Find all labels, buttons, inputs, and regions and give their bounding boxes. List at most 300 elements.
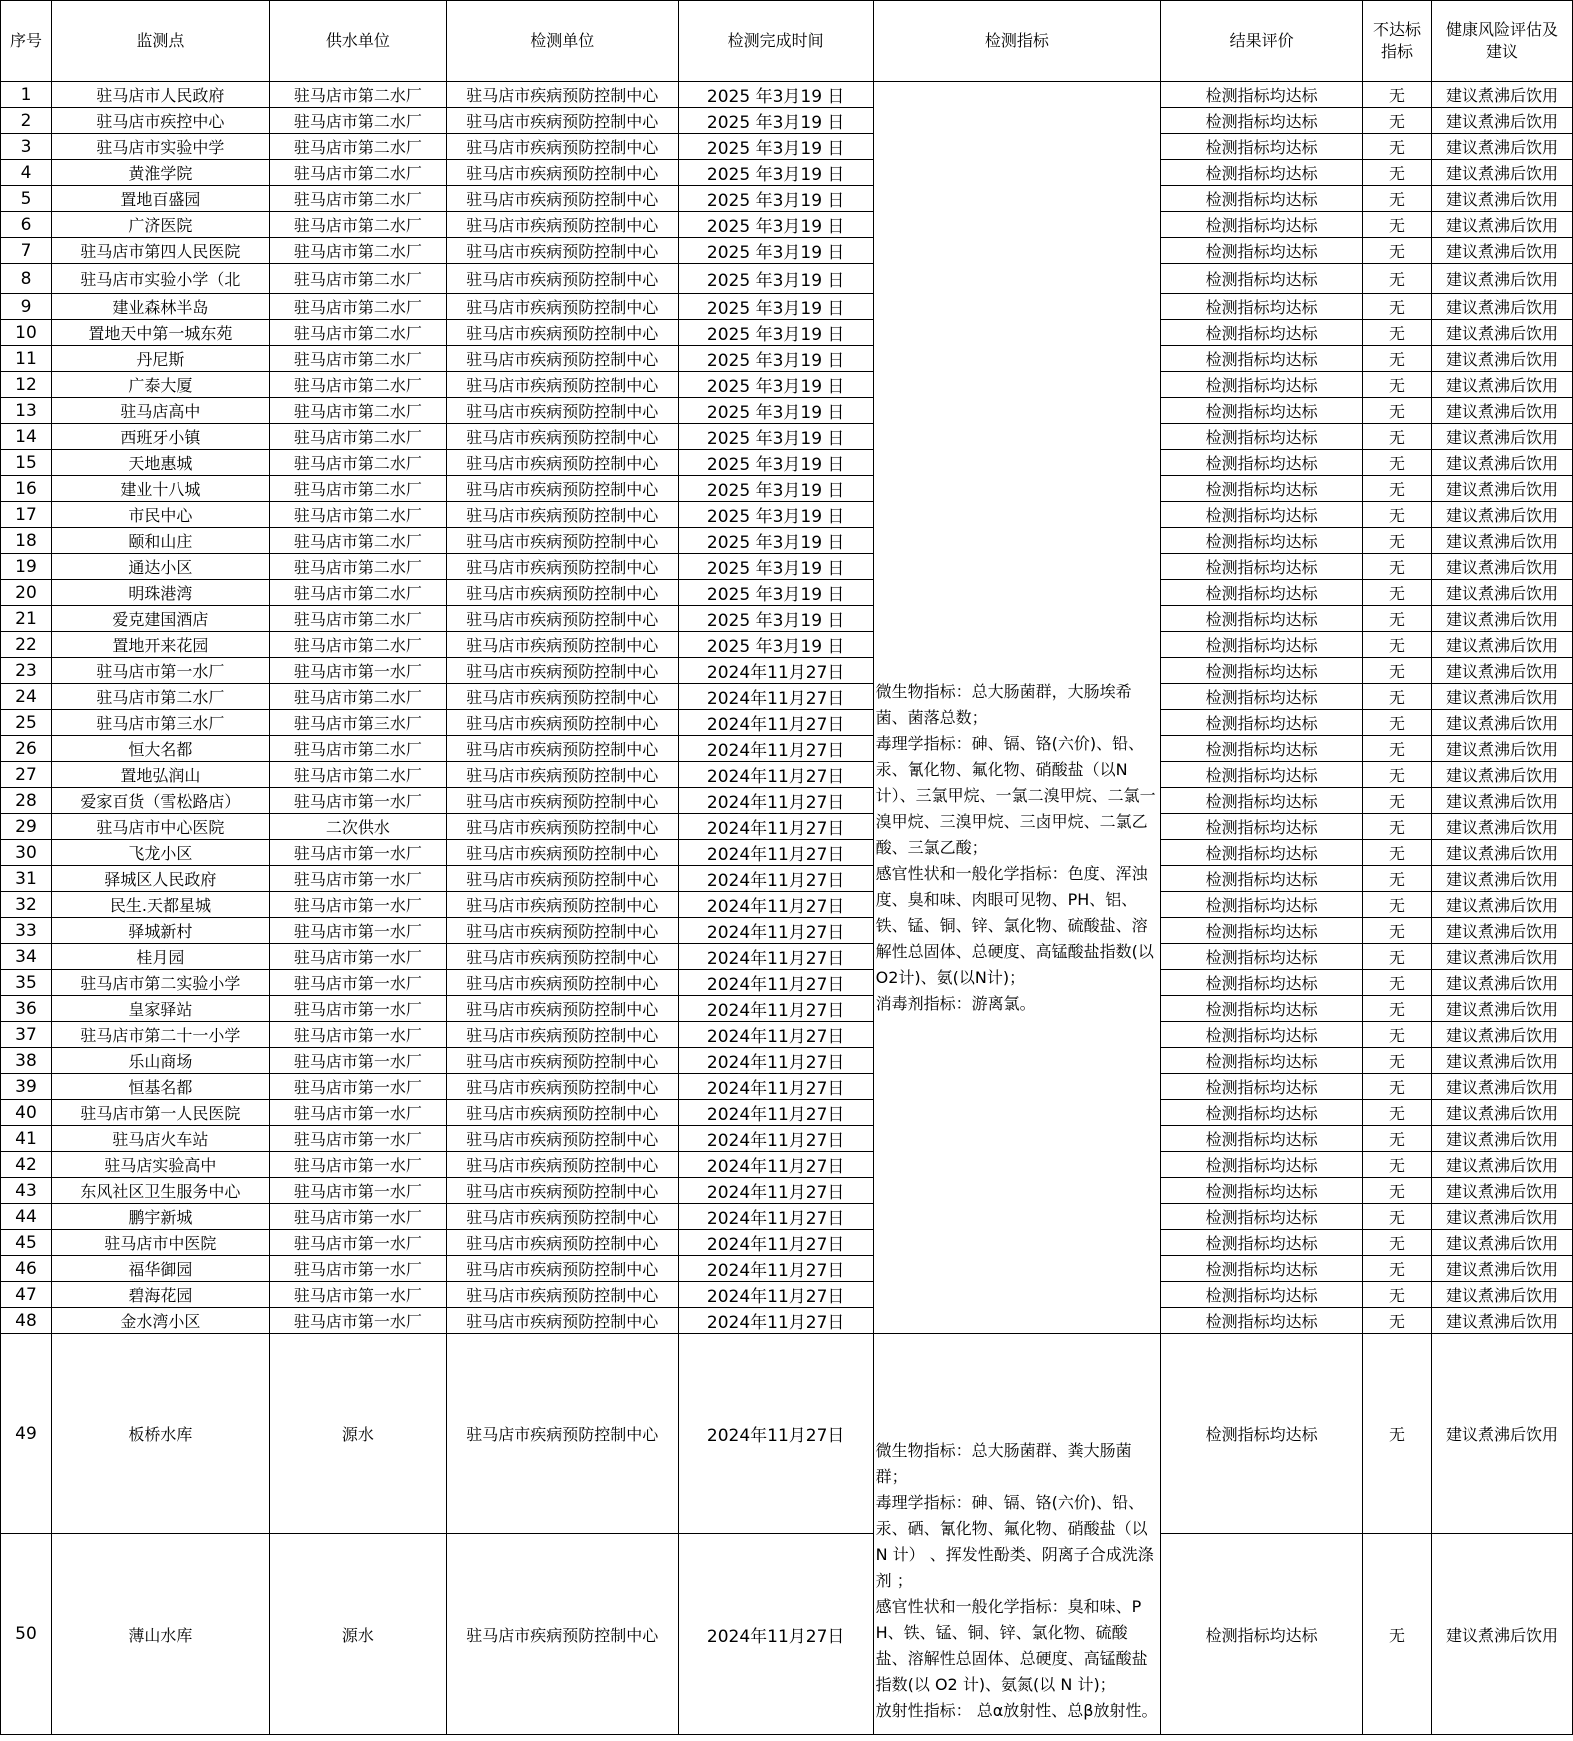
row-water-supplier: 驻马店市第一水厂 (269, 1230, 446, 1256)
row-index: 13 (1, 398, 52, 424)
row-index: 23 (1, 658, 52, 684)
row-water-supplier: 驻马店市第一水厂 (269, 1256, 446, 1282)
row-monitoring-point: 西班牙小镇 (51, 424, 269, 450)
row-completion-time: 2024年11月27日 (678, 1048, 873, 1074)
table-row (1, 82, 1573, 108)
row-water-supplier: 驻马店市第一水厂 (269, 970, 446, 996)
row-water-supplier: 驻马店市第二水厂 (269, 186, 446, 212)
row-result: 检测指标均达标 (1161, 1074, 1363, 1100)
row-water-supplier: 驻马店市第一水厂 (269, 866, 446, 892)
row-monitoring-point: 板桥水库 (51, 1334, 269, 1534)
table-row (1, 1534, 1573, 1735)
row-failed-indicators: 无 (1363, 580, 1432, 606)
row-index: 22 (1, 632, 52, 658)
row-failed-indicators: 无 (1363, 346, 1432, 372)
row-index: 6 (1, 212, 52, 238)
row-failed-indicators: 无 (1363, 264, 1432, 294)
row-monitoring-point: 恒基名都 (51, 1074, 269, 1100)
row-result: 检测指标均达标 (1161, 1048, 1363, 1074)
row-testing-unit: 驻马店市疾病预防控制中心 (446, 450, 678, 476)
row-result: 检测指标均达标 (1161, 1204, 1363, 1230)
indicators-cell (873, 82, 1161, 1334)
row-result: 检测指标均达标 (1161, 528, 1363, 554)
row-completion-time: 2025 年3月19 日 (678, 554, 873, 580)
row-health-advice: 建议煮沸后饮用 (1431, 1074, 1572, 1100)
table-row (1, 970, 1573, 996)
row-failed-indicators: 无 (1363, 1126, 1432, 1152)
table-row (1, 294, 1573, 320)
row-water-supplier: 驻马店市第一水厂 (269, 1308, 446, 1334)
row-health-advice: 建议煮沸后饮用 (1431, 1204, 1572, 1230)
row-testing-unit: 驻马店市疾病预防控制中心 (446, 658, 678, 684)
row-monitoring-point: 置地弘润山 (51, 762, 269, 788)
row-water-supplier: 驻马店市第二水厂 (269, 82, 446, 108)
row-completion-time: 2024年11月27日 (678, 1204, 873, 1230)
row-result: 检测指标均达标 (1161, 238, 1363, 264)
row-failed-indicators: 无 (1363, 788, 1432, 814)
row-failed-indicators: 无 (1363, 294, 1432, 320)
row-monitoring-point: 驻马店市实验中学 (51, 134, 269, 160)
row-result: 检测指标均达标 (1161, 736, 1363, 762)
row-water-supplier: 驻马店市第二水厂 (269, 264, 446, 294)
row-result: 检测指标均达标 (1161, 186, 1363, 212)
header-failed-indicators: 不达标指标 (1363, 1, 1432, 82)
row-monitoring-point: 恒大名都 (51, 736, 269, 762)
row-failed-indicators: 无 (1363, 476, 1432, 502)
row-failed-indicators: 无 (1363, 1256, 1432, 1282)
row-water-supplier: 驻马店市第二水厂 (269, 212, 446, 238)
row-index: 47 (1, 1282, 52, 1308)
row-testing-unit: 驻马店市疾病预防控制中心 (446, 1256, 678, 1282)
row-testing-unit: 驻马店市疾病预防控制中心 (446, 554, 678, 580)
row-result: 检测指标均达标 (1161, 346, 1363, 372)
row-result: 检测指标均达标 (1161, 866, 1363, 892)
indicators-cell (873, 1334, 1161, 1735)
row-completion-time: 2024年11月27日 (678, 814, 873, 840)
row-completion-time: 2025 年3月19 日 (678, 108, 873, 134)
row-testing-unit: 驻马店市疾病预防控制中心 (446, 788, 678, 814)
row-failed-indicators: 无 (1363, 1022, 1432, 1048)
row-completion-time: 2024年11月27日 (678, 762, 873, 788)
row-completion-time: 2024年11月27日 (678, 788, 873, 814)
row-water-supplier: 驻马店市第二水厂 (269, 502, 446, 528)
row-failed-indicators: 无 (1363, 1334, 1432, 1534)
row-testing-unit: 驻马店市疾病预防控制中心 (446, 186, 678, 212)
row-monitoring-point: 爱家百货（雪松路店） (51, 788, 269, 814)
row-testing-unit: 驻马店市疾病预防控制中心 (446, 424, 678, 450)
row-health-advice: 建议煮沸后饮用 (1431, 1126, 1572, 1152)
row-health-advice: 建议煮沸后饮用 (1431, 710, 1572, 736)
row-testing-unit: 驻马店市疾病预防控制中心 (446, 398, 678, 424)
row-failed-indicators: 无 (1363, 1204, 1432, 1230)
row-water-supplier: 驻马店市第二水厂 (269, 632, 446, 658)
row-result: 检测指标均达标 (1161, 580, 1363, 606)
row-water-supplier: 驻马店市第二水厂 (269, 528, 446, 554)
row-failed-indicators: 无 (1363, 320, 1432, 346)
row-water-supplier: 驻马店市第一水厂 (269, 892, 446, 918)
row-health-advice: 建议煮沸后饮用 (1431, 580, 1572, 606)
row-index: 1 (1, 82, 52, 108)
row-health-advice: 建议煮沸后饮用 (1431, 1282, 1572, 1308)
row-completion-time: 2025 年3月19 日 (678, 264, 873, 294)
row-testing-unit: 驻马店市疾病预防控制中心 (446, 944, 678, 970)
row-index: 46 (1, 1256, 52, 1282)
header-row (1, 1, 1573, 82)
row-failed-indicators: 无 (1363, 1308, 1432, 1334)
row-result: 检测指标均达标 (1161, 502, 1363, 528)
row-testing-unit: 驻马店市疾病预防控制中心 (446, 892, 678, 918)
row-index: 45 (1, 1230, 52, 1256)
row-result: 检测指标均达标 (1161, 840, 1363, 866)
indicator-line: 微生物指标：总大肠菌群、粪大肠菌群； (875, 1441, 1132, 1486)
row-index: 35 (1, 970, 52, 996)
row-health-advice: 建议煮沸后饮用 (1431, 840, 1572, 866)
row-monitoring-point: 驻马店市中医院 (51, 1230, 269, 1256)
row-index: 19 (1, 554, 52, 580)
table-row (1, 1204, 1573, 1230)
row-water-supplier: 驻马店市第一水厂 (269, 944, 446, 970)
header-testing-unit: 检测单位 (446, 1, 678, 82)
row-failed-indicators: 无 (1363, 238, 1432, 264)
indicator-line: 感官性状和一般化学指标：色度、浑浊度、臭和味、肉眼可见物、PH、铝、铁、锰、铜、锌、氯化物、硫酸盐、溶解性总固体、总硬度、高锰酸盐指数(以O2计)、氨(以N计)； (875, 863, 1154, 987)
row-testing-unit: 驻马店市疾病预防控制中心 (446, 212, 678, 238)
row-testing-unit: 驻马店市疾病预防控制中心 (446, 1100, 678, 1126)
row-testing-unit: 驻马店市疾病预防控制中心 (446, 320, 678, 346)
row-result: 检测指标均达标 (1161, 1534, 1363, 1735)
row-result: 检测指标均达标 (1161, 892, 1363, 918)
row-health-advice: 建议煮沸后饮用 (1431, 970, 1572, 996)
row-health-advice: 建议煮沸后饮用 (1431, 264, 1572, 294)
row-failed-indicators: 无 (1363, 606, 1432, 632)
row-failed-indicators: 无 (1363, 684, 1432, 710)
table-row (1, 1178, 1573, 1204)
row-health-advice: 建议煮沸后饮用 (1431, 398, 1572, 424)
table-row (1, 134, 1573, 160)
row-health-advice: 建议煮沸后饮用 (1431, 788, 1572, 814)
table-row (1, 554, 1573, 580)
table-row (1, 186, 1573, 212)
row-result: 检测指标均达标 (1161, 82, 1363, 108)
row-water-supplier: 驻马店市第三水厂 (269, 710, 446, 736)
row-water-supplier: 驻马店市第二水厂 (269, 238, 446, 264)
row-result: 检测指标均达标 (1161, 398, 1363, 424)
row-index: 2 (1, 108, 52, 134)
row-health-advice: 建议煮沸后饮用 (1431, 554, 1572, 580)
table-row (1, 840, 1573, 866)
table-row (1, 264, 1573, 294)
row-monitoring-point: 驻马店市第一水厂 (51, 658, 269, 684)
row-completion-time: 2025 年3月19 日 (678, 632, 873, 658)
table-row (1, 1074, 1573, 1100)
row-index: 43 (1, 1178, 52, 1204)
row-monitoring-point: 驻马店市第二十一小学 (51, 1022, 269, 1048)
row-health-advice: 建议煮沸后饮用 (1431, 1152, 1572, 1178)
row-result: 检测指标均达标 (1161, 1152, 1363, 1178)
row-water-supplier: 驻马店市第二水厂 (269, 424, 446, 450)
row-result: 检测指标均达标 (1161, 160, 1363, 186)
row-completion-time: 2024年11月27日 (678, 1534, 873, 1735)
header-health-advice: 健康风险评估及建议 (1431, 1, 1572, 82)
row-health-advice: 建议煮沸后饮用 (1431, 320, 1572, 346)
row-result: 检测指标均达标 (1161, 684, 1363, 710)
row-index: 7 (1, 238, 52, 264)
row-failed-indicators: 无 (1363, 502, 1432, 528)
row-testing-unit: 驻马店市疾病预防控制中心 (446, 606, 678, 632)
row-index: 9 (1, 294, 52, 320)
table-row (1, 346, 1573, 372)
table-row (1, 1126, 1573, 1152)
row-completion-time: 2025 年3月19 日 (678, 320, 873, 346)
row-completion-time: 2025 年3月19 日 (678, 212, 873, 238)
row-completion-time: 2024年11月27日 (678, 1308, 873, 1334)
row-monitoring-point: 建业十八城 (51, 476, 269, 502)
table-row (1, 788, 1573, 814)
row-index: 5 (1, 186, 52, 212)
row-completion-time: 2024年11月27日 (678, 1230, 873, 1256)
row-failed-indicators: 无 (1363, 918, 1432, 944)
row-water-supplier: 二次供水 (269, 814, 446, 840)
row-failed-indicators: 无 (1363, 710, 1432, 736)
row-monitoring-point: 广泰大厦 (51, 372, 269, 398)
table-row (1, 1256, 1573, 1282)
row-health-advice: 建议煮沸后饮用 (1431, 684, 1572, 710)
row-testing-unit: 驻马店市疾病预防控制中心 (446, 684, 678, 710)
row-health-advice: 建议煮沸后饮用 (1431, 892, 1572, 918)
table-row (1, 684, 1573, 710)
row-completion-time: 2024年11月27日 (678, 1100, 873, 1126)
row-testing-unit: 驻马店市疾病预防控制中心 (446, 580, 678, 606)
row-result: 检测指标均达标 (1161, 710, 1363, 736)
row-testing-unit: 驻马店市疾病预防控制中心 (446, 82, 678, 108)
row-completion-time: 2024年11月27日 (678, 996, 873, 1022)
row-health-advice: 建议煮沸后饮用 (1431, 606, 1572, 632)
row-testing-unit: 驻马店市疾病预防控制中心 (446, 476, 678, 502)
table-row (1, 238, 1573, 264)
table-row (1, 736, 1573, 762)
row-monitoring-point: 广济医院 (51, 212, 269, 238)
table-row (1, 1308, 1573, 1334)
row-water-supplier: 驻马店市第一水厂 (269, 1048, 446, 1074)
row-result: 检测指标均达标 (1161, 996, 1363, 1022)
row-water-supplier: 驻马店市第一水厂 (269, 1178, 446, 1204)
row-index: 3 (1, 134, 52, 160)
row-failed-indicators: 无 (1363, 1230, 1432, 1256)
row-health-advice: 建议煮沸后饮用 (1431, 918, 1572, 944)
row-result: 检测指标均达标 (1161, 372, 1363, 398)
row-monitoring-point: 驻马店市人民政府 (51, 82, 269, 108)
row-monitoring-point: 黄淮学院 (51, 160, 269, 186)
table-row (1, 814, 1573, 840)
row-completion-time: 2024年11月27日 (678, 918, 873, 944)
row-result: 检测指标均达标 (1161, 1308, 1363, 1334)
row-index: 12 (1, 372, 52, 398)
row-health-advice: 建议煮沸后饮用 (1431, 238, 1572, 264)
row-index: 34 (1, 944, 52, 970)
row-index: 29 (1, 814, 52, 840)
row-index: 16 (1, 476, 52, 502)
row-completion-time: 2024年11月27日 (678, 866, 873, 892)
table-row (1, 632, 1573, 658)
row-monitoring-point: 置地开来花园 (51, 632, 269, 658)
row-index: 48 (1, 1308, 52, 1334)
row-water-supplier: 驻马店市第二水厂 (269, 476, 446, 502)
row-index: 15 (1, 450, 52, 476)
row-testing-unit: 驻马店市疾病预防控制中心 (446, 502, 678, 528)
row-completion-time: 2024年11月27日 (678, 944, 873, 970)
row-failed-indicators: 无 (1363, 160, 1432, 186)
row-monitoring-point: 鹏宇新城 (51, 1204, 269, 1230)
row-result: 检测指标均达标 (1161, 264, 1363, 294)
row-index: 40 (1, 1100, 52, 1126)
indicator-line: 放射性指标： 总α放射性、总β放射性。 (875, 1701, 1158, 1720)
row-water-supplier: 驻马店市第一水厂 (269, 1152, 446, 1178)
row-result: 检测指标均达标 (1161, 1022, 1363, 1048)
table-row (1, 320, 1573, 346)
row-monitoring-point: 驿城新村 (51, 918, 269, 944)
row-index: 42 (1, 1152, 52, 1178)
row-testing-unit: 驻马店市疾病预防控制中心 (446, 1126, 678, 1152)
row-failed-indicators: 无 (1363, 1534, 1432, 1735)
row-result: 检测指标均达标 (1161, 970, 1363, 996)
row-failed-indicators: 无 (1363, 134, 1432, 160)
table-row (1, 1152, 1573, 1178)
row-testing-unit: 驻马店市疾病预防控制中心 (446, 294, 678, 320)
table-row (1, 450, 1573, 476)
row-result: 检测指标均达标 (1161, 1178, 1363, 1204)
row-result: 检测指标均达标 (1161, 476, 1363, 502)
row-monitoring-point: 驻马店市中心医院 (51, 814, 269, 840)
row-monitoring-point: 桂月园 (51, 944, 269, 970)
row-monitoring-point: 爱克建国酒店 (51, 606, 269, 632)
row-failed-indicators: 无 (1363, 944, 1432, 970)
row-monitoring-point: 碧海花园 (51, 1282, 269, 1308)
table-row (1, 1100, 1573, 1126)
table-row (1, 918, 1573, 944)
row-water-supplier: 驻马店市第二水厂 (269, 606, 446, 632)
table-row (1, 108, 1573, 134)
table-row (1, 160, 1573, 186)
row-water-supplier: 源水 (269, 1534, 446, 1735)
row-monitoring-point: 天地惠城 (51, 450, 269, 476)
row-failed-indicators: 无 (1363, 814, 1432, 840)
row-completion-time: 2025 年3月19 日 (678, 424, 873, 450)
row-failed-indicators: 无 (1363, 762, 1432, 788)
row-health-advice: 建议煮沸后饮用 (1431, 1534, 1572, 1735)
row-water-supplier: 驻马店市第二水厂 (269, 160, 446, 186)
row-health-advice: 建议煮沸后饮用 (1431, 528, 1572, 554)
row-result: 检测指标均达标 (1161, 134, 1363, 160)
row-index: 8 (1, 264, 52, 294)
row-water-supplier: 驻马店市第一水厂 (269, 1074, 446, 1100)
row-monitoring-point: 驻马店高中 (51, 398, 269, 424)
row-index: 31 (1, 866, 52, 892)
row-water-supplier: 驻马店市第二水厂 (269, 108, 446, 134)
row-index: 27 (1, 762, 52, 788)
row-result: 检测指标均达标 (1161, 632, 1363, 658)
row-completion-time: 2024年11月27日 (678, 684, 873, 710)
table-row (1, 762, 1573, 788)
header-monitoring-point: 监测点 (51, 1, 269, 82)
row-index: 41 (1, 1126, 52, 1152)
row-completion-time: 2025 年3月19 日 (678, 528, 873, 554)
row-water-supplier: 驻马店市第一水厂 (269, 788, 446, 814)
row-index: 39 (1, 1074, 52, 1100)
row-result: 检测指标均达标 (1161, 450, 1363, 476)
row-testing-unit: 驻马店市疾病预防控制中心 (446, 996, 678, 1022)
row-water-supplier: 驻马店市第二水厂 (269, 684, 446, 710)
row-completion-time: 2024年11月27日 (678, 1282, 873, 1308)
row-health-advice: 建议煮沸后饮用 (1431, 476, 1572, 502)
row-health-advice: 建议煮沸后饮用 (1431, 1178, 1572, 1204)
row-health-advice: 建议煮沸后饮用 (1431, 160, 1572, 186)
row-completion-time: 2025 年3月19 日 (678, 606, 873, 632)
row-result: 检测指标均达标 (1161, 762, 1363, 788)
row-failed-indicators: 无 (1363, 1100, 1432, 1126)
row-testing-unit: 驻马店市疾病预防控制中心 (446, 1534, 678, 1735)
row-index: 18 (1, 528, 52, 554)
row-index: 14 (1, 424, 52, 450)
row-monitoring-point: 驻马店市实验小学（北 (51, 264, 269, 294)
row-health-advice: 建议煮沸后饮用 (1431, 502, 1572, 528)
row-health-advice: 建议煮沸后饮用 (1431, 814, 1572, 840)
row-index: 50 (1, 1534, 52, 1735)
table-row (1, 372, 1573, 398)
row-result: 检测指标均达标 (1161, 1230, 1363, 1256)
table-row (1, 528, 1573, 554)
row-monitoring-point: 乐山商场 (51, 1048, 269, 1074)
table-row (1, 866, 1573, 892)
row-completion-time: 2024年11月27日 (678, 892, 873, 918)
header-indicators: 检测指标 (873, 1, 1161, 82)
row-monitoring-point: 驻马店市第二实验小学 (51, 970, 269, 996)
row-health-advice: 建议煮沸后饮用 (1431, 1308, 1572, 1334)
row-result: 检测指标均达标 (1161, 1256, 1363, 1282)
row-monitoring-point: 薄山水库 (51, 1534, 269, 1735)
row-water-supplier: 源水 (269, 1334, 446, 1534)
header-water-supplier: 供水单位 (269, 1, 446, 82)
row-failed-indicators: 无 (1363, 840, 1432, 866)
row-index: 44 (1, 1204, 52, 1230)
row-failed-indicators: 无 (1363, 398, 1432, 424)
row-testing-unit: 驻马店市疾病预防控制中心 (446, 1282, 678, 1308)
row-failed-indicators: 无 (1363, 212, 1432, 238)
row-failed-indicators: 无 (1363, 996, 1432, 1022)
row-monitoring-point: 驻马店市第三水厂 (51, 710, 269, 736)
row-testing-unit: 驻马店市疾病预防控制中心 (446, 1204, 678, 1230)
row-testing-unit: 驻马店市疾病预防控制中心 (446, 108, 678, 134)
row-health-advice: 建议煮沸后饮用 (1431, 1022, 1572, 1048)
row-health-advice: 建议煮沸后饮用 (1431, 1230, 1572, 1256)
table-row (1, 1230, 1573, 1256)
row-testing-unit: 驻马店市疾病预防控制中心 (446, 736, 678, 762)
row-monitoring-point: 市民中心 (51, 502, 269, 528)
indicator-line: 微生物指标：总大肠菌群，大肠埃希菌、菌落总数； (875, 681, 1132, 727)
row-index: 33 (1, 918, 52, 944)
row-completion-time: 2024年11月27日 (678, 710, 873, 736)
row-water-supplier: 驻马店市第二水厂 (269, 294, 446, 320)
row-result: 检测指标均达标 (1161, 1100, 1363, 1126)
row-monitoring-point: 驻马店市疾控中心 (51, 108, 269, 134)
row-completion-time: 2024年11月27日 (678, 1178, 873, 1204)
row-testing-unit: 驻马店市疾病预防控制中心 (446, 632, 678, 658)
table-row (1, 1022, 1573, 1048)
row-testing-unit: 驻马店市疾病预防控制中心 (446, 1074, 678, 1100)
row-result: 检测指标均达标 (1161, 944, 1363, 970)
row-completion-time: 2024年11月27日 (678, 1126, 873, 1152)
row-testing-unit: 驻马店市疾病预防控制中心 (446, 160, 678, 186)
row-failed-indicators: 无 (1363, 866, 1432, 892)
row-index: 37 (1, 1022, 52, 1048)
